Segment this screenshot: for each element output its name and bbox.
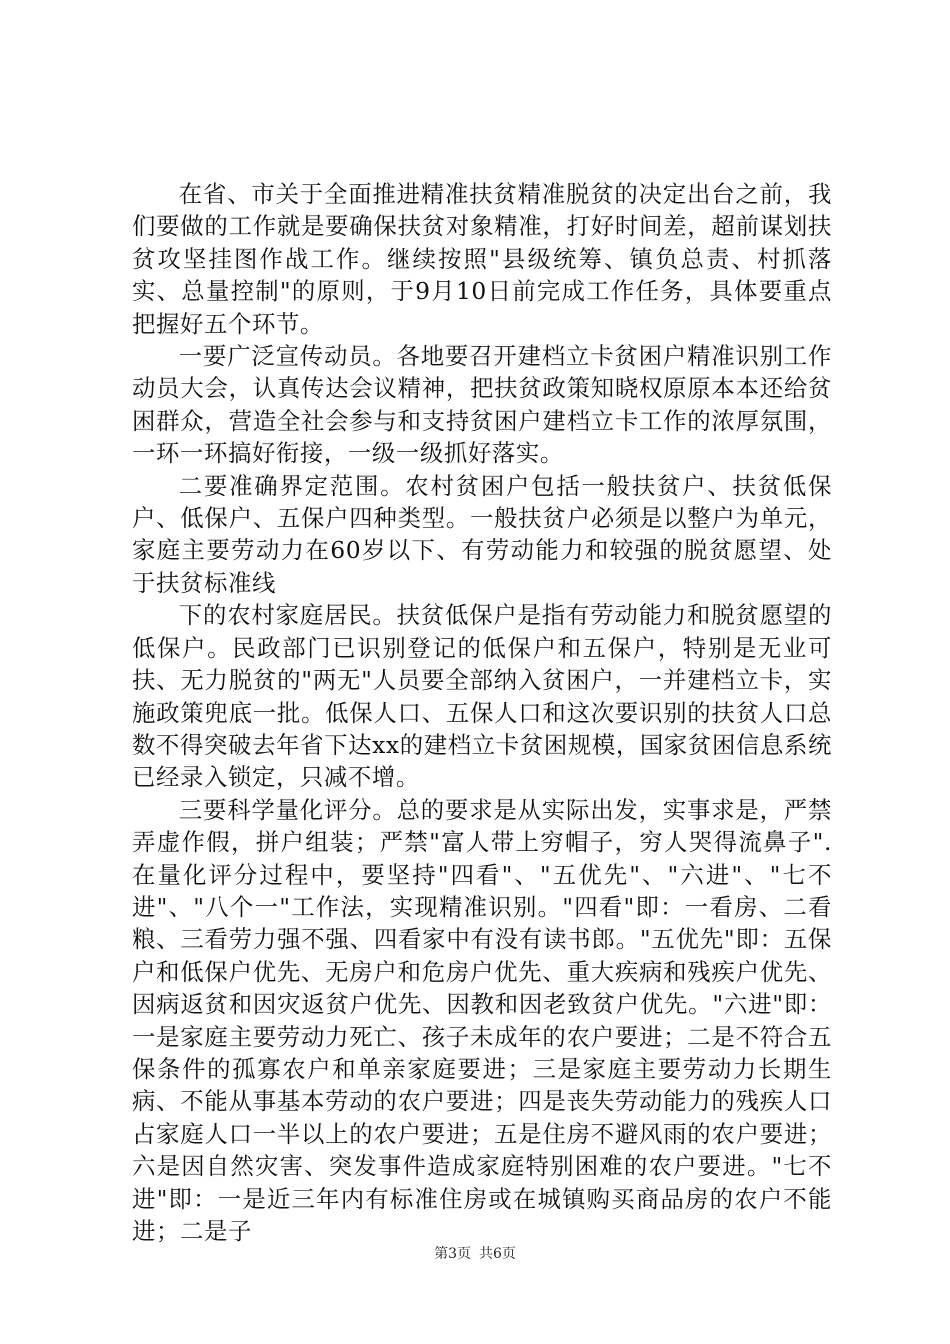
paragraph-scoring: 三要科学量化评分。总的要求是从实际出发，实事求是，严禁弄虚作假，拼户组装；严禁"富人带上穷帽子，穷人哭得流鼻子".在量化评分过程中，要坚持"四看"、"五优先"、"六进"、"七不进"、"八个一"工作法，实现精准识别。"四看"即：一看房、二看粮、三看劳力强不强、四看家中有没有读书郎。"五优先"即：五保户和低保户优先、无房户和危房户优先、重大疾病和残疾户优先、因病返贫和因灾返贫户优先、因教和因老致贫户优先。"六进"即：一是家庭主要劳动力死亡、孩子未成年的农户要进；二是不符合五保条件的孤寡农户和单亲家庭要进；三是家庭主要劳动力长期生病、不能从事基本劳动的农户要进；四是丧失劳动能力的残疾人口占家庭人口一半以上的农户要进；五是住房不避风雨的农户要进；六是因自然灾害、突发事件造成家庭特别困难的农户要进。"七不进"即：一是近三年内有标准住房或在城镇购买商品房的农户不能进；二是子 [132,795,832,1245]
page-total: 共6页 [479,1246,516,1262]
paragraph-publicity: 一要广泛宣传动员。各地要召开建档立卡贫困户精准识别工作动员大会，认真传达会议精神，把扶贫政策知晓权原原本本还给贫困群众，营造全社会参与和支持贫困户建档立卡工作的浓厚氛围，一环一环搞好衔接，一级一级抓好落实。 [132,342,832,468]
paragraph-intro: 在省、市关于全面推进精准扶贫精准脱贫的决定出台之前，我们要做的工作就是要确保扶贫对象精准，打好时间差，超前谋划扶贫攻坚挂图作战工作。继续按照"县级统筹、镇负总责、村抓落实、总量控制"的原则，于9月10日前完成工作任务，具体要重点把握好五个环节。 [132,180,832,338]
paragraph-scope-continued: 下的农村家庭居民。扶贫低保户是指有劳动能力和脱贫愿望的低保户。民政部门已识别登记的低保户和五保户，特别是无业可扶、无力脱贫的"两无"人员要全部纳入贫困户，一并建档立卡，实施政策兜底一批。低保人口、五保人口和这次要识别的扶贫人口总数不得突破去年省下达xx的建档立卡贫困规模，国家贫困信息系统已经录入锁定，只减不增。 [132,601,832,792]
page-number: 第3页 [434,1246,471,1262]
paragraph-scope: 二要准确界定范围。农村贫困户包括一般扶贫户、扶贫低保户、低保户、五保户四种类型。一般扶贫户必须是以整户为单元，家庭主要劳动力在60岁以下、有劳动能力和较强的脱贫愿望、处于扶贫标准线 [132,471,832,597]
page-footer [0,1244,950,1264]
document-body [132,178,832,1247]
